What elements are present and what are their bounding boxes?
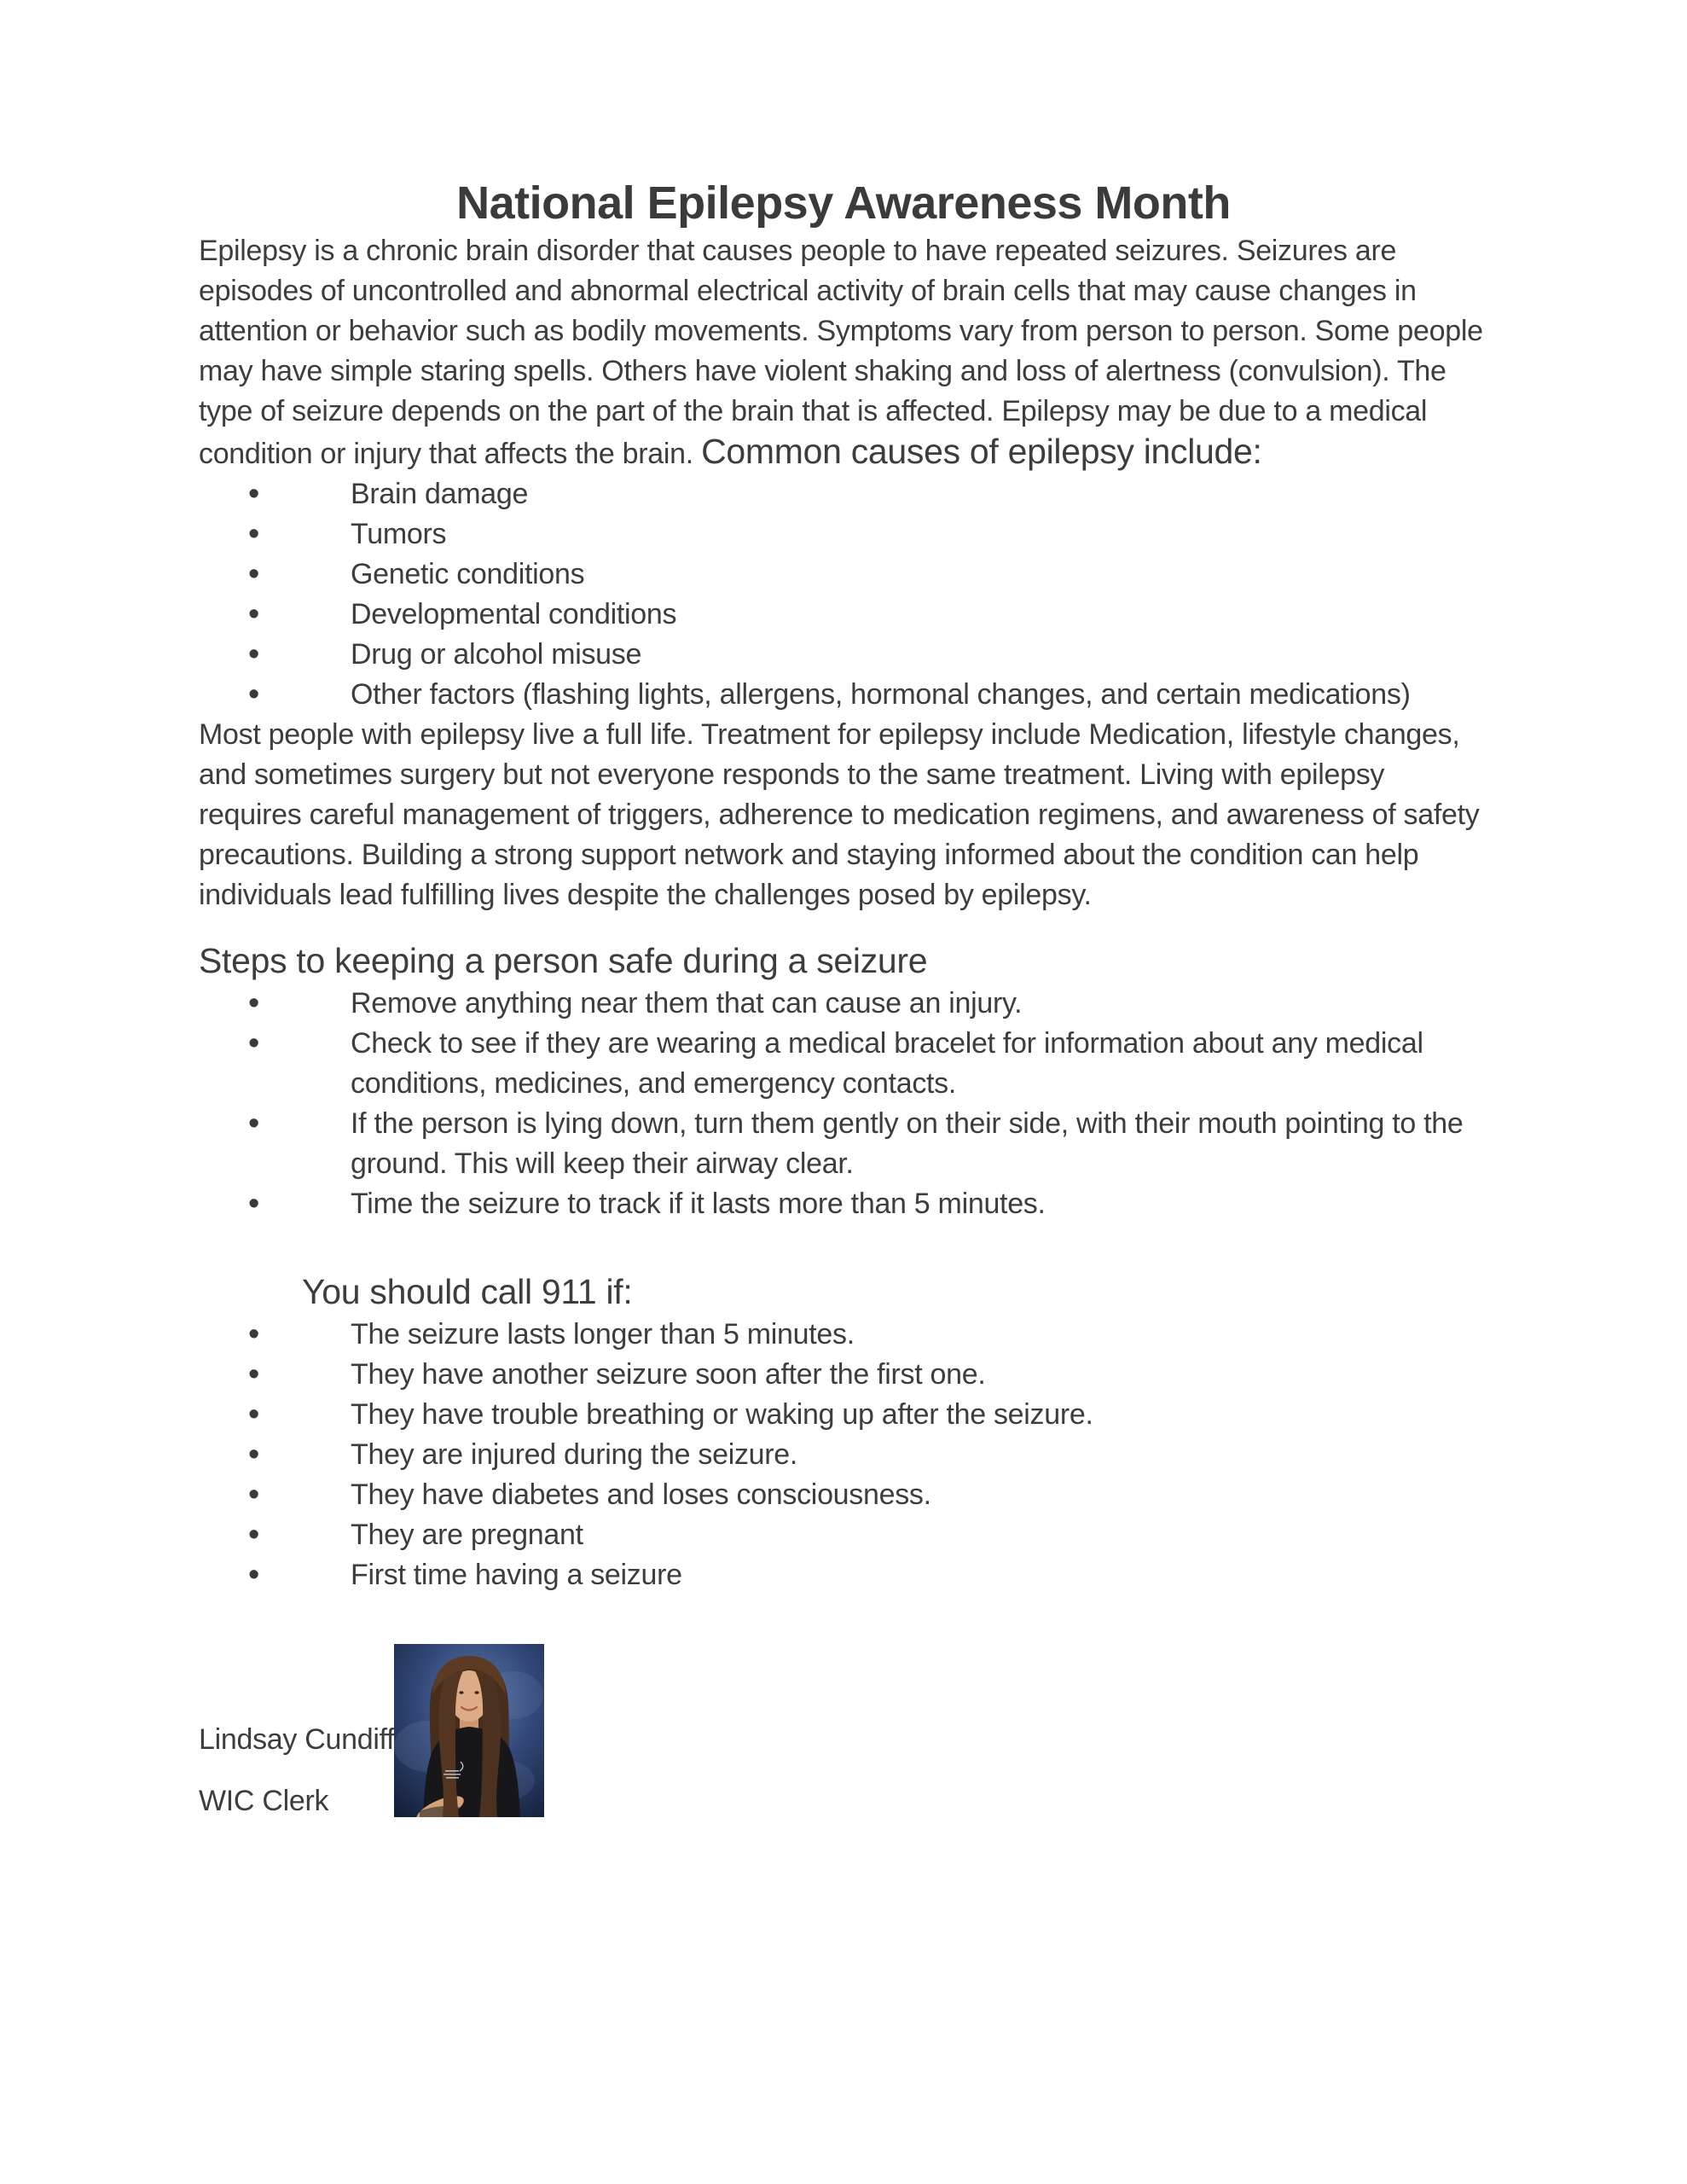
list-item: • They have diabetes and loses consciousness. [199,1475,1488,1515]
list-item: • They are pregnant [199,1515,1488,1555]
list-item: • Drug or alcohol misuse [199,635,1488,675]
list-item: • They have trouble breathing or waking up after the seizure. [199,1395,1488,1435]
living-paragraph: Most people with epilepsy live a full life. Treatment for epilepsy include Medication, lifestyle changes, and sometimes surgery but not everyone responds to the same treatment. Living with epilepsy requires careful management of triggers, adherence to medication regimens, and awareness of safety precautions. Building a strong support network and staying informed about the condition can help individuals lead fulfilling lives despite the challenges posed by epilepsy. [199,718,1480,911]
list-item: • They have another seizure soon after the first one. [199,1355,1488,1395]
causes-list [199,474,1488,715]
list-item: • Check to see if they are wearing a medical bracelet for information about any medical conditions, medicines, and emergency contacts. [199,1024,1488,1104]
causes-inline-heading: Common causes of epilepsy include: [701,432,1262,471]
list-item: • Tumors [199,514,1488,555]
list-item: • Genetic conditions [199,555,1488,595]
signature-block [199,1644,1488,1817]
list-item: • If the person is lying down, turn them gently on their side, with their mouth pointing to the ground. This will keep their airway clear. [199,1104,1488,1184]
intro-paragraph [199,231,1488,474]
page-title: National Epilepsy Awareness Month [456,177,1231,229]
list-item: • First time having a seizure [199,1555,1488,1595]
call911-list [199,1315,1488,1595]
call911-heading: You should call 911 if: [302,1272,633,1311]
list-item: • Remove anything near them that can cause an injury. [199,984,1488,1024]
list-item: • Brain damage [199,474,1488,514]
steps-heading: Steps to keeping a person safe during a seizure [199,941,928,980]
list-item: • The seizure lasts longer than 5 minutes. [199,1315,1488,1355]
signature-role: WIC Clerk [199,1785,329,1817]
list-item: • Time the seizure to track if it lasts more than 5 minutes. [199,1184,1488,1224]
document-content [199,0,1488,1817]
intro-text: Epilepsy is a chronic brain disorder that causes people to have repeated seizures. Seizures are episodes of uncontrolled and abnormal electrical activity of brain cells that may cause changes in attention or behavior such as bodily movements. Symptoms vary from person to person. Some people may have simple staring spells. Others have violent shaking and loss of alertness (convulsion). The type of seizure depends on the part of the brain that is affected. Epilepsy may be due to a medical condition or injury that affects the brain. [199,235,1483,470]
list-item: • Other factors (flashing lights, allergens, hormonal changes, and certain medications) [199,675,1488,715]
portrait-photo [394,1644,544,1817]
list-item: • They are injured during the seizure. [199,1435,1488,1475]
steps-list [199,984,1488,1224]
list-item: • Developmental conditions [199,595,1488,635]
signature-name: Lindsay Cundiff [199,1723,395,1756]
